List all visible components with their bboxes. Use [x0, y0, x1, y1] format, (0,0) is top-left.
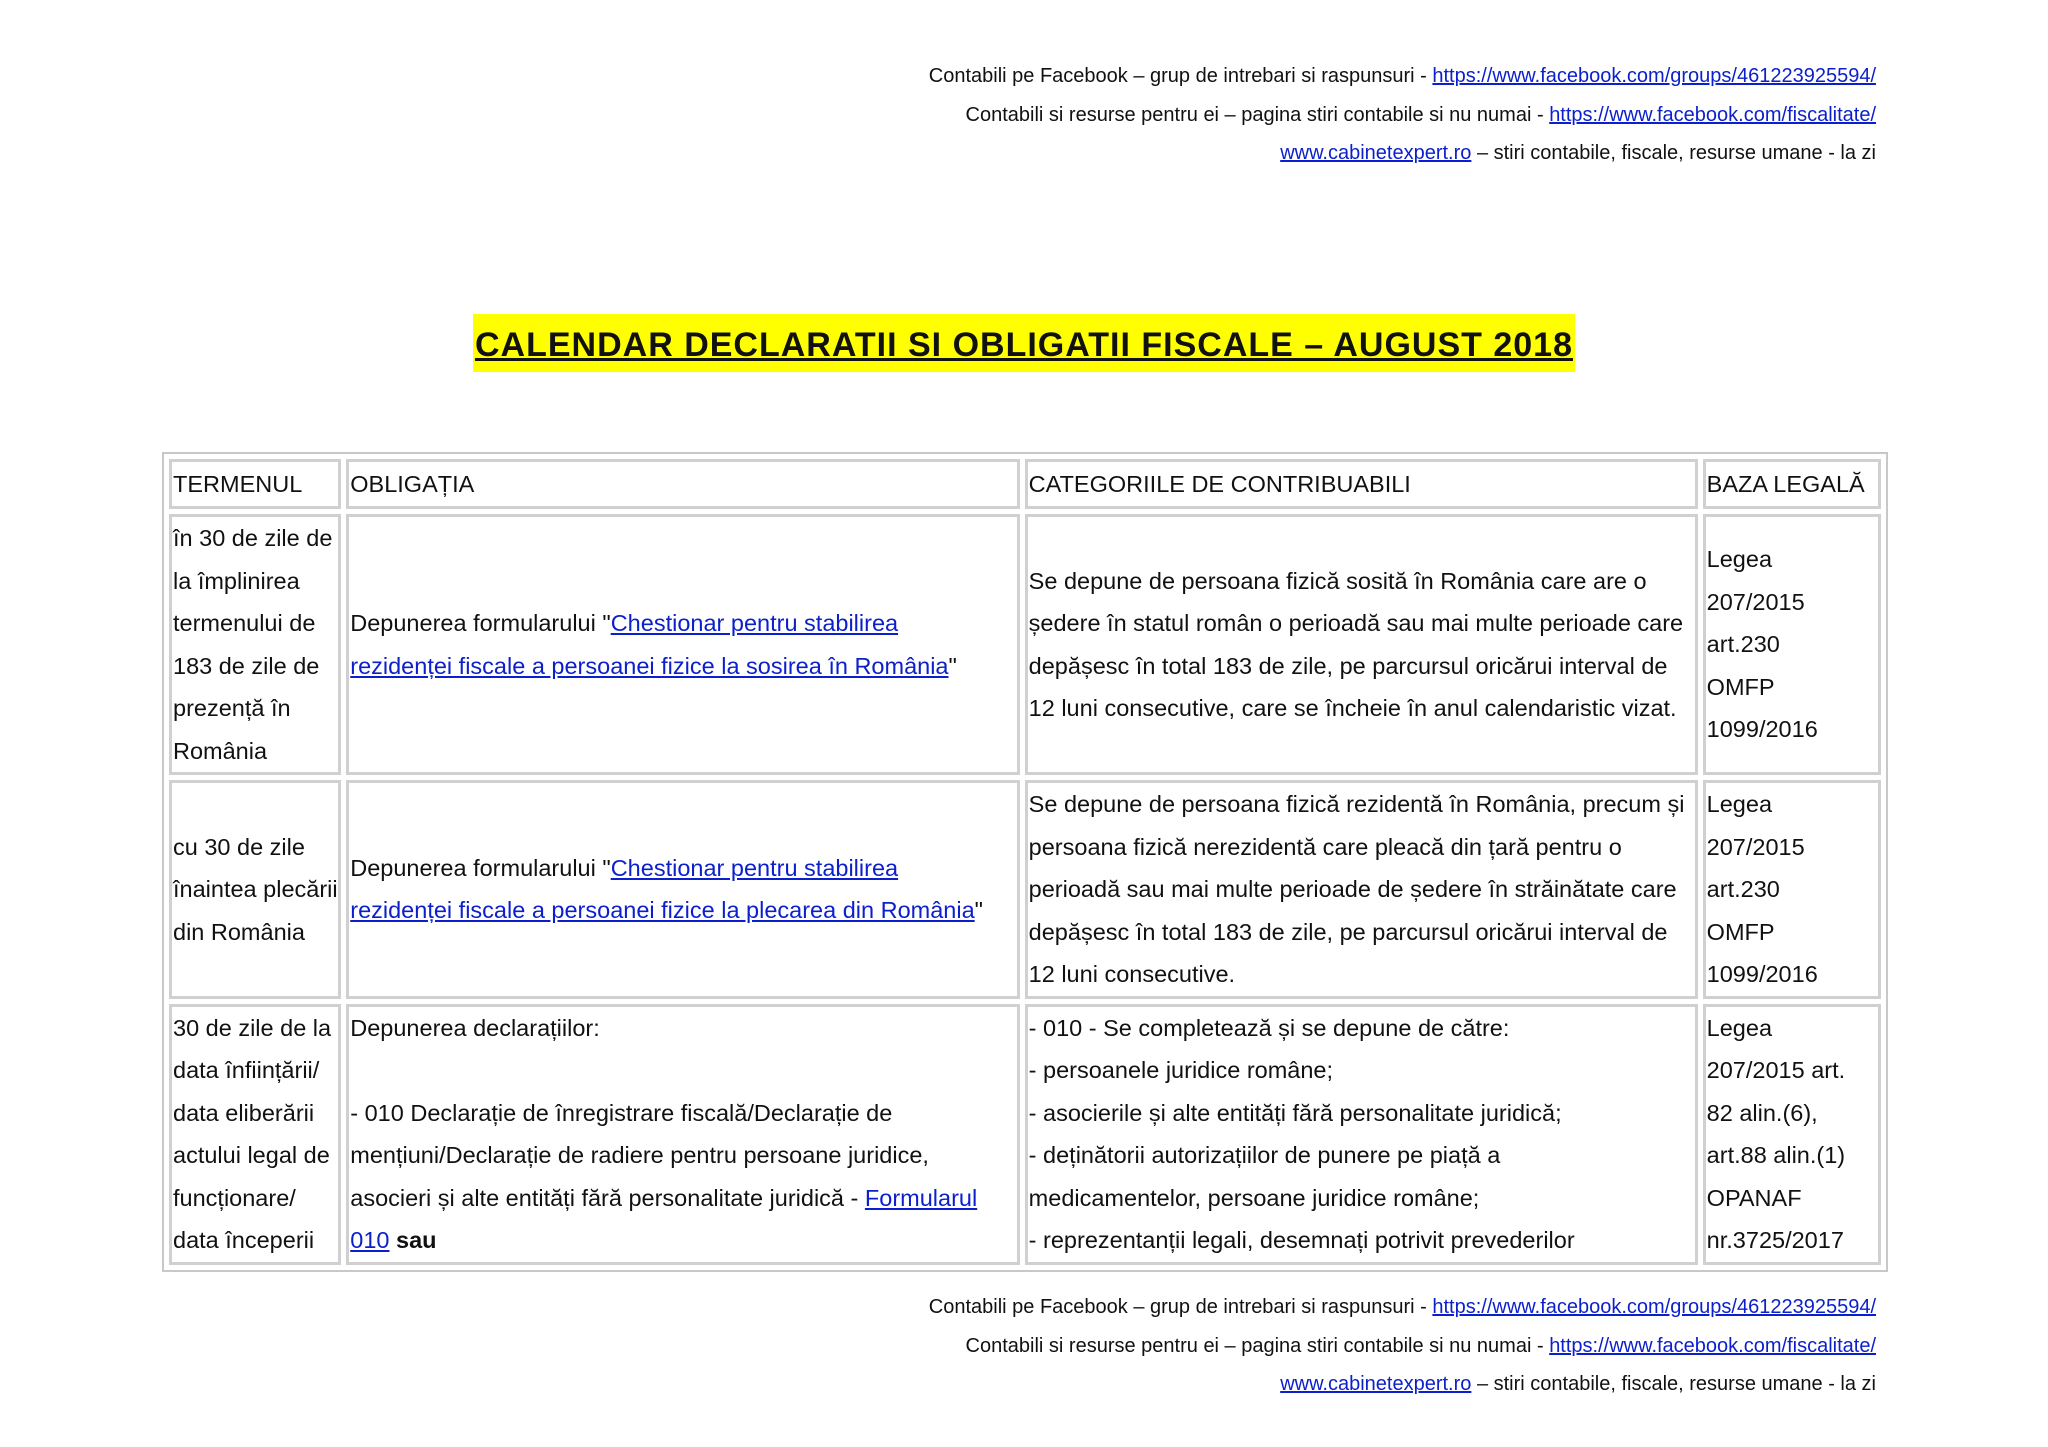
header-line-facebook-group: Contabili pe Facebook – grup de intrebari si raspunsuri - https://www.facebook.com/groups/461223925594/ [928, 65, 1876, 87]
cell-termen: cu 30 de zile înaintea plecării din România [169, 780, 341, 999]
table-row [169, 514, 1881, 775]
cell-categorii: - 010 - Se completează și se depune de către: - persoanele juridice române; - asocierile și alte entități fără personalitate juridică; - deținătorii autorizațiilor de punere pe piață a medicamentelor, persoane juridice române; - reprezentanții legali, desemnați potrivit prevederilor [1025, 1004, 1698, 1265]
chestionar-sosire-link-cont[interactable]: rezidenței fiscale a persoanei fizice la sosirea în România [350, 652, 949, 679]
facebook-page-link[interactable]: https://www.facebook.com/fiscalitate/ [1549, 103, 1876, 126]
table-row [169, 780, 1881, 999]
chestionar-plecare-link[interactable]: Chestionar pentru stabilirea [610, 854, 899, 881]
footer-line-facebook-page: Contabili si resurse pentru ei – pagina stiri contabile si nu numai - https://www.facebook.com/fiscalitate/ [965, 1334, 1876, 1357]
cell-termen: 30 de zile de la data înființării/ data eliberării actului legal de funcționare/ data începerii [169, 1004, 341, 1265]
footer-line-website: www.cabinetexpert.ro – stiri contabile, fiscale, resurse umane - la zi [1280, 1373, 1876, 1395]
table-header-row [169, 459, 1881, 509]
cell-obligatia: Depunerea formularului "Chestionar pentru stabilirea rezidenței fiscale a persoanei fizice la sosirea în România" [346, 514, 1019, 775]
cell-baza-legala: Legea 207/2015 art.230 OMFP 1099/2016 [1703, 780, 1881, 999]
website-link[interactable]: www.cabinetexpert.ro [1280, 1373, 1472, 1395]
cell-categorii: Se depune de persoana fizică sosită în România care are o ședere în statul român o perioadă sau mai multe perioade care depășesc în total 183 de zile, pe parcursul oricărui interval de 12 luni consecutive, care se încheie în anul calendaristic vizat. [1025, 514, 1698, 775]
facebook-page-link[interactable]: https://www.facebook.com/fiscalitate/ [1549, 1334, 1876, 1357]
header-categorii: CATEGORIILE DE CONTRIBUABILI [1025, 459, 1698, 509]
cell-categorii: Se depune de persoana fizică rezidentă în România, precum și persoana fizică nerezidentă care pleacă din țară pentru o perioadă sau mai multe perioade de ședere în străinătate care depășesc în total 183 de zile, pe parcursul oricărui interval de 12 luni consecutive. [1025, 780, 1698, 999]
header-obligatia: OBLIGAȚIA [346, 459, 1019, 509]
chestionar-plecare-link-cont[interactable]: rezidenței fiscale a persoanei fizice la plecarea din România [350, 897, 975, 924]
table-row [169, 1004, 1881, 1265]
cell-baza-legala: Legea 207/2015 art. 82 alin.(6), art.88 alin.(1) OPANAF nr.3725/2017 [1703, 1004, 1881, 1265]
cell-obligatia: Depunerea formularului "Chestionar pentru stabilirea rezidenței fiscale a persoanei fizice la plecarea din România" [346, 780, 1019, 999]
formular-010-link-cont[interactable]: 010 [350, 1227, 390, 1253]
facebook-group-link[interactable]: https://www.facebook.com/groups/461223925594/ [1432, 65, 1876, 87]
cell-termen: în 30 de zile de la împlinirea termenului de 183 de zile de prezență în România [169, 514, 341, 775]
cell-obligatia: Depunerea declarațiilor: - 010 Declarație de înregistrare fiscală/Declarație de mențiuni/Declarație de radiere pentru persoane juridice, asocieri și alte entități fără personalitate juridică - Formularul 010 sau [346, 1004, 1019, 1265]
header-baza-legala: BAZA LEGALĂ [1703, 459, 1881, 509]
header-line-website: www.cabinetexpert.ro – stiri contabile, fiscale, resurse umane - la zi [1280, 142, 1876, 164]
website-link[interactable]: www.cabinetexpert.ro [1280, 142, 1472, 164]
page-footer [929, 1288, 1876, 1404]
facebook-group-link[interactable]: https://www.facebook.com/groups/461223925594/ [1432, 1296, 1876, 1318]
header-termenul: TERMENUL [169, 459, 341, 509]
calendar-table [162, 452, 1888, 1272]
page-header [929, 57, 1876, 173]
chestionar-sosire-link[interactable]: Chestionar pentru stabilirea [610, 610, 899, 636]
page-title: CALENDAR DECLARATII SI OBLIGATII FISCALE – AUGUST 2018 [473, 314, 1575, 372]
formular-010-link[interactable]: Formularul [864, 1184, 978, 1211]
title-wrapper [0, 314, 2048, 372]
header-line-facebook-page: Contabili si resurse pentru ei – pagina stiri contabile si nu numai - https://www.facebook.com/fiscalitate/ [965, 103, 1876, 126]
footer-line-facebook-group: Contabili pe Facebook – grup de intrebari si raspunsuri - https://www.facebook.com/groups/461223925594/ [928, 1296, 1876, 1318]
cell-baza-legala: Legea 207/2015 art.230 OMFP 1099/2016 [1703, 514, 1881, 775]
